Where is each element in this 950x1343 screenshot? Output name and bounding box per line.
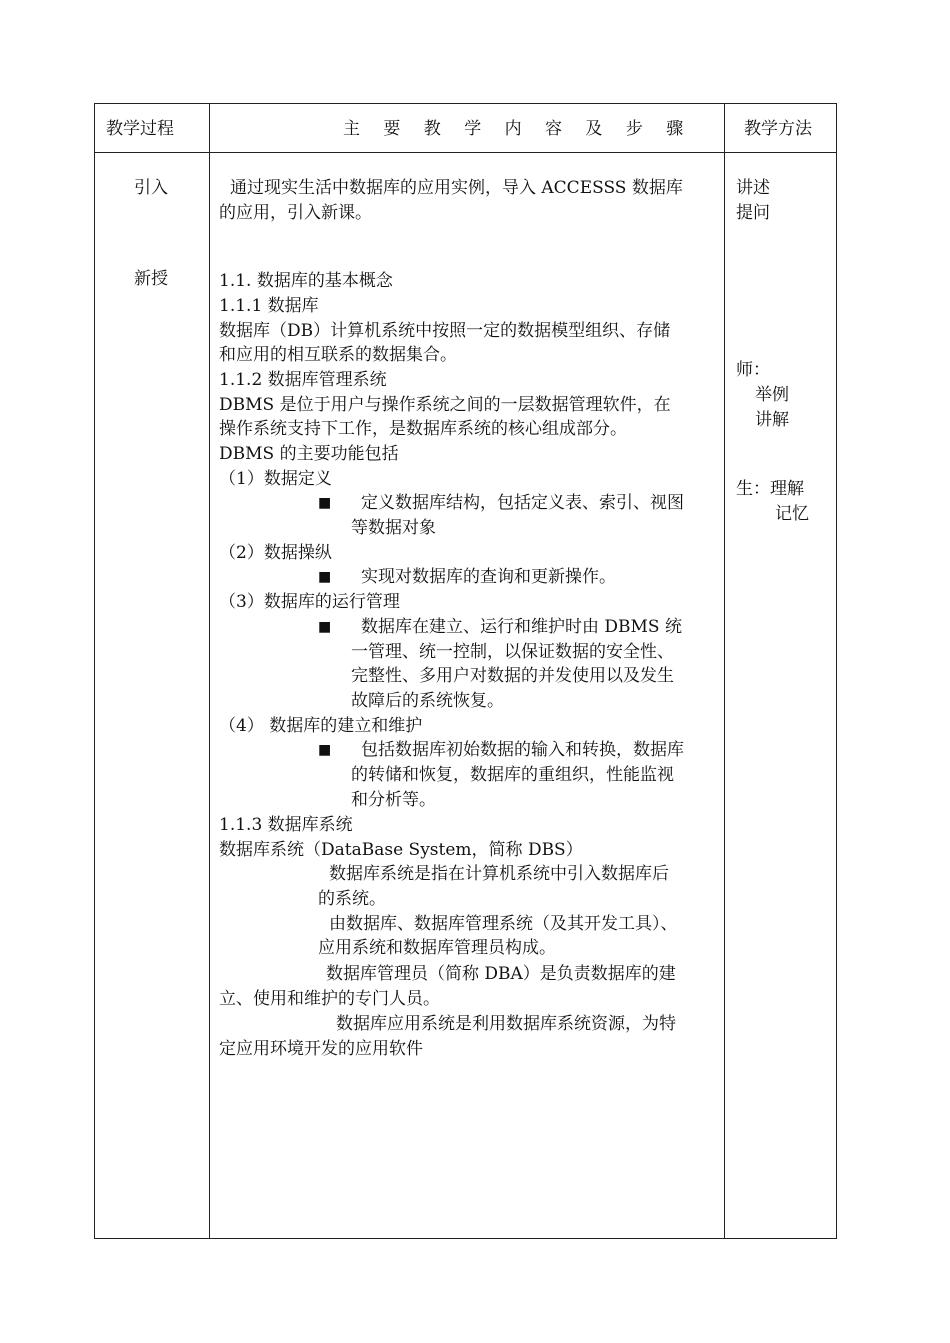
bullet-text: 的转储和恢复，数据库的重组织，性能监视 (351, 765, 674, 785)
function-item: （1）数据定义 (219, 469, 332, 489)
subsection-heading: 1.1.3 数据库系统 (219, 815, 353, 835)
bullet-text: 等数据对象 (351, 518, 436, 538)
bullet-icon: ■ (318, 619, 332, 635)
function-item: （2）数据操纵 (219, 543, 332, 563)
stage-intro: 引入 (134, 178, 168, 198)
bullet-icon: ■ (318, 569, 332, 585)
method-item: 讲述 (736, 178, 770, 198)
paragraph-line: 数据库管理员（简称 DBA）是负责数据库的建 (326, 964, 676, 984)
bullet-text: 包括数据库初始数据的输入和转换，数据库 (361, 740, 684, 760)
stage-new: 新授 (134, 269, 168, 289)
method-item: 讲解 (755, 410, 789, 430)
method-item: 提问 (736, 203, 770, 223)
paragraph-line: 定应用环境开发的应用软件 (219, 1039, 423, 1059)
method-item: 举例 (755, 385, 789, 405)
paragraph-line: DBMS 是位于用户与操作系统之间的一层数据管理软件，在 (219, 395, 671, 415)
bullet-text: 和分析等。 (351, 790, 436, 810)
header-divider (94, 152, 837, 153)
paragraph-line: 应用系统和数据库管理员构成。 (318, 938, 556, 958)
paragraph-line: 的系统。 (318, 889, 386, 909)
function-item: （4） 数据库的建立和维护 (219, 716, 423, 736)
column-divider (724, 103, 725, 1239)
paragraph-line: 数据库系统（DataBase System，简称 DBS） (219, 840, 583, 860)
paragraph-line: DBMS 的主要功能包括 (219, 444, 399, 464)
bullet-text: 完整性、多用户对数据的并发使用以及发生 (351, 666, 674, 686)
header-process: 教学过程 (106, 119, 174, 139)
bullet-text: 故障后的系统恢复。 (351, 691, 504, 711)
paragraph-line: 和应用的相互联系的数据集合。 (219, 345, 457, 365)
paragraph-line: 数据库系统是指在计算机系统中引入数据库后 (329, 864, 669, 884)
subsection-heading: 1.1.2 数据库管理系统 (219, 370, 387, 390)
bullet-icon: ■ (318, 742, 332, 758)
intro-line: 通过现实生活中数据库的应用实例，导入 ACCESSS 数据库 (230, 178, 683, 198)
function-item: （3）数据库的运行管理 (219, 592, 400, 612)
method-item: 记忆 (775, 504, 809, 524)
bullet-text: 数据库在建立、运行和维护时由 DBMS 统 (361, 617, 682, 637)
method-item: 生：理解 (736, 479, 804, 499)
paragraph-line: 操作系统支持下工作，是数据库系统的核心组成部分。 (219, 419, 627, 439)
intro-line: 的应用，引入新课。 (219, 203, 372, 223)
paragraph-line: 立、使用和维护的专门人员。 (219, 989, 440, 1009)
section-heading: 1.1. 数据库的基本概念 (219, 271, 393, 291)
bullet-text: 定义数据库结构，包括定义表、索引、视图 (361, 493, 684, 513)
bullet-text: 一管理、统一控制，以保证数据的安全性、 (351, 642, 674, 662)
bullet-text: 实现对数据库的查询和更新操作。 (361, 567, 616, 587)
paragraph-line: 数据库（DB）计算机系统中按照一定的数据模型组织、存储 (219, 321, 671, 341)
paragraph-line: 由数据库、数据库管理系统（及其开发工具）、 (329, 914, 678, 934)
column-divider (209, 103, 210, 1239)
paragraph-line: 数据库应用系统是利用数据库系统资源，为特 (336, 1014, 676, 1034)
header-content: 主 要 教 学 内 容 及 步 骤 (343, 119, 693, 139)
header-method: 教学方法 (744, 119, 812, 139)
method-item: 师： (736, 360, 770, 380)
bullet-icon: ■ (318, 495, 332, 511)
subsection-heading: 1.1.1 数据库 (219, 296, 319, 316)
